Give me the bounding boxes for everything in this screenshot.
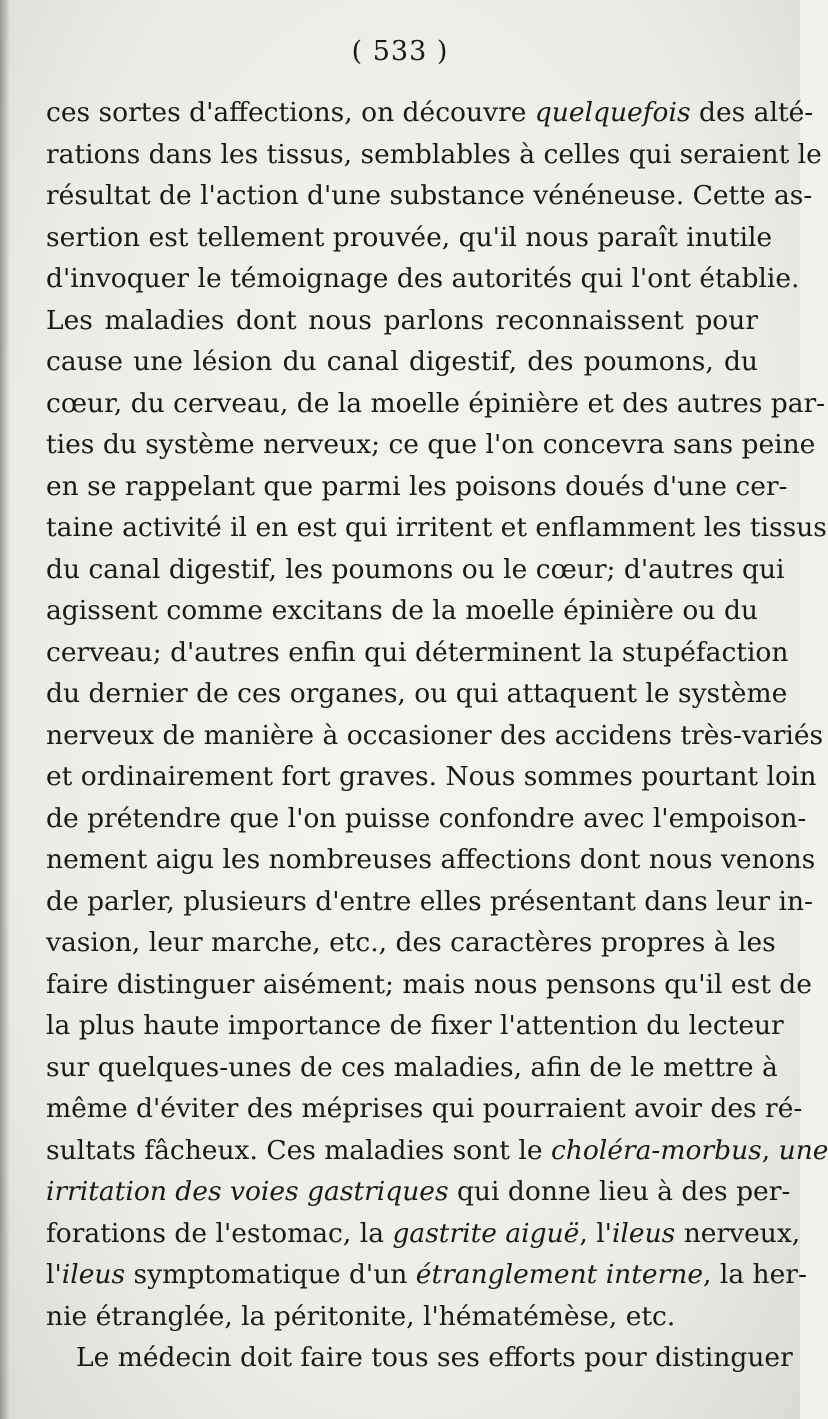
text-line	[46, 424, 816, 466]
text-segment: sur quelques-unes de ces maladies, afin de le mettre à	[46, 1051, 778, 1083]
text-line	[46, 1047, 778, 1089]
italic-term: choléra-morbus	[550, 1134, 762, 1166]
italic-term: une	[778, 1134, 828, 1166]
text-segment: sultats fâcheux. Ces maladies sont le	[46, 1134, 551, 1166]
italic-term: gastrite aiguë	[392, 1217, 580, 1249]
text-segment: du dernier de ces organes, ou qui attaquent le système	[46, 678, 788, 709]
text-line	[46, 590, 758, 632]
text-segment: agissent comme excitans de la moelle épinière ou du	[46, 595, 758, 626]
text-segment: en se rappelant que parmi les poisons doués d'une cer-	[46, 470, 788, 502]
text-line	[46, 1088, 803, 1130]
body-text	[46, 92, 828, 1379]
text-segment: sertion est tellement prouvée, qu'il nous paraît inutile	[46, 221, 773, 253]
text-segment: l'	[46, 1259, 62, 1290]
text-line	[46, 383, 826, 425]
text-line	[46, 756, 817, 798]
text-line	[46, 922, 776, 964]
text-segment: cœur, du cerveau, de la moelle épinière et des autres par-	[46, 387, 826, 419]
text-segment: Les maladies dont nous parlons reconnaissent pour	[46, 304, 758, 336]
text-segment: cerveau; d'autres enfin qui déterminent la stupéfaction	[46, 636, 789, 668]
page-shadow-edge	[0, 0, 10, 1419]
text-line	[46, 1130, 828, 1172]
italic-term: ileus	[611, 1217, 676, 1249]
text-segment: ,	[761, 1134, 779, 1166]
text-segment: ties du système nerveux; ce que l'on concevra sans peine	[46, 429, 816, 460]
text-line	[46, 507, 827, 549]
italic-term: irritation des voies gastriques	[46, 1176, 449, 1207]
text-line	[46, 1254, 807, 1296]
text-line	[46, 258, 800, 300]
text-segment: , l'	[579, 1217, 612, 1249]
italic-term: quelquefois	[534, 97, 691, 128]
text-line	[46, 1213, 801, 1255]
text-line	[46, 1005, 784, 1047]
text-segment: résultat de l'action d'une substance vénéneuse. Cette as-	[46, 180, 813, 211]
text-segment: faire distinguer aisément; mais nous pensons qu'il est de	[46, 968, 812, 1000]
text-line	[46, 839, 816, 881]
text-line	[46, 466, 788, 508]
text-segment: ces sortes d'affections, on découvre	[46, 97, 535, 128]
text-line	[46, 1296, 758, 1338]
italic-term: étranglement interne	[415, 1259, 703, 1290]
text-segment: nement aigu les nombreuses affections dont nous venons	[46, 844, 816, 875]
text-line	[46, 300, 758, 342]
text-line	[46, 217, 773, 259]
text-line	[46, 964, 812, 1006]
text-segment: de prétendre que l'on puisse confondre avec l'empoison-	[46, 802, 807, 834]
text-segment: du canal digestif, les poumons ou le cœur; d'autres qui	[46, 553, 785, 585]
text-line	[46, 798, 807, 840]
text-line	[46, 715, 824, 757]
text-line	[46, 881, 813, 923]
text-line	[46, 134, 822, 176]
text-segment: vasion, leur marche, etc., des caractères propres à les	[46, 927, 776, 958]
text-line	[46, 673, 788, 715]
text-segment: taine activité il en est qui irritent et enflamment les tissus	[46, 512, 827, 543]
text-segment: la plus haute importance de fixer l'attention du lecteur	[46, 1010, 784, 1041]
text-segment: cause une lésion du canal digestif, des poumons, du	[46, 346, 758, 377]
text-line	[46, 632, 789, 674]
page-number: ( 533 )	[351, 36, 449, 67]
text-segment: , la her-	[703, 1259, 807, 1290]
text-segment: nerveux,	[675, 1217, 801, 1249]
text-segment: rations dans les tissus, semblables à celles qui seraient le	[46, 138, 822, 170]
text-line	[46, 341, 758, 383]
text-line	[46, 92, 814, 134]
text-segment: qui donne lieu à des per-	[448, 1176, 791, 1207]
text-line	[46, 175, 813, 217]
text-segment: nie étranglée, la péritonite, l'hématémèse, etc.	[46, 1300, 676, 1332]
text-segment: symptomatique d'un	[125, 1259, 416, 1290]
text-segment: de parler, plusieurs d'entre elles présentant dans leur in-	[46, 885, 813, 917]
italic-term: ileus	[61, 1259, 126, 1290]
text-segment: forations de l'estomac, la	[46, 1217, 393, 1249]
text-segment: même d'éviter des méprises qui pourraient avoir des ré-	[46, 1093, 803, 1124]
text-line	[46, 1171, 791, 1213]
text-segment: et ordinairement fort graves. Nous sommes pourtant loin	[46, 761, 817, 792]
text-segment: des alté-	[690, 97, 814, 128]
text-segment: nerveux de manière à occasioner des accidens très-variés	[46, 719, 824, 751]
text-segment: Le médecin doit faire tous ses efforts pour distinguer	[76, 1342, 793, 1373]
text-segment: d'invoquer le témoignage des autorités qui l'ont établie.	[46, 263, 800, 294]
text-line	[46, 1337, 793, 1379]
text-line	[46, 549, 785, 591]
